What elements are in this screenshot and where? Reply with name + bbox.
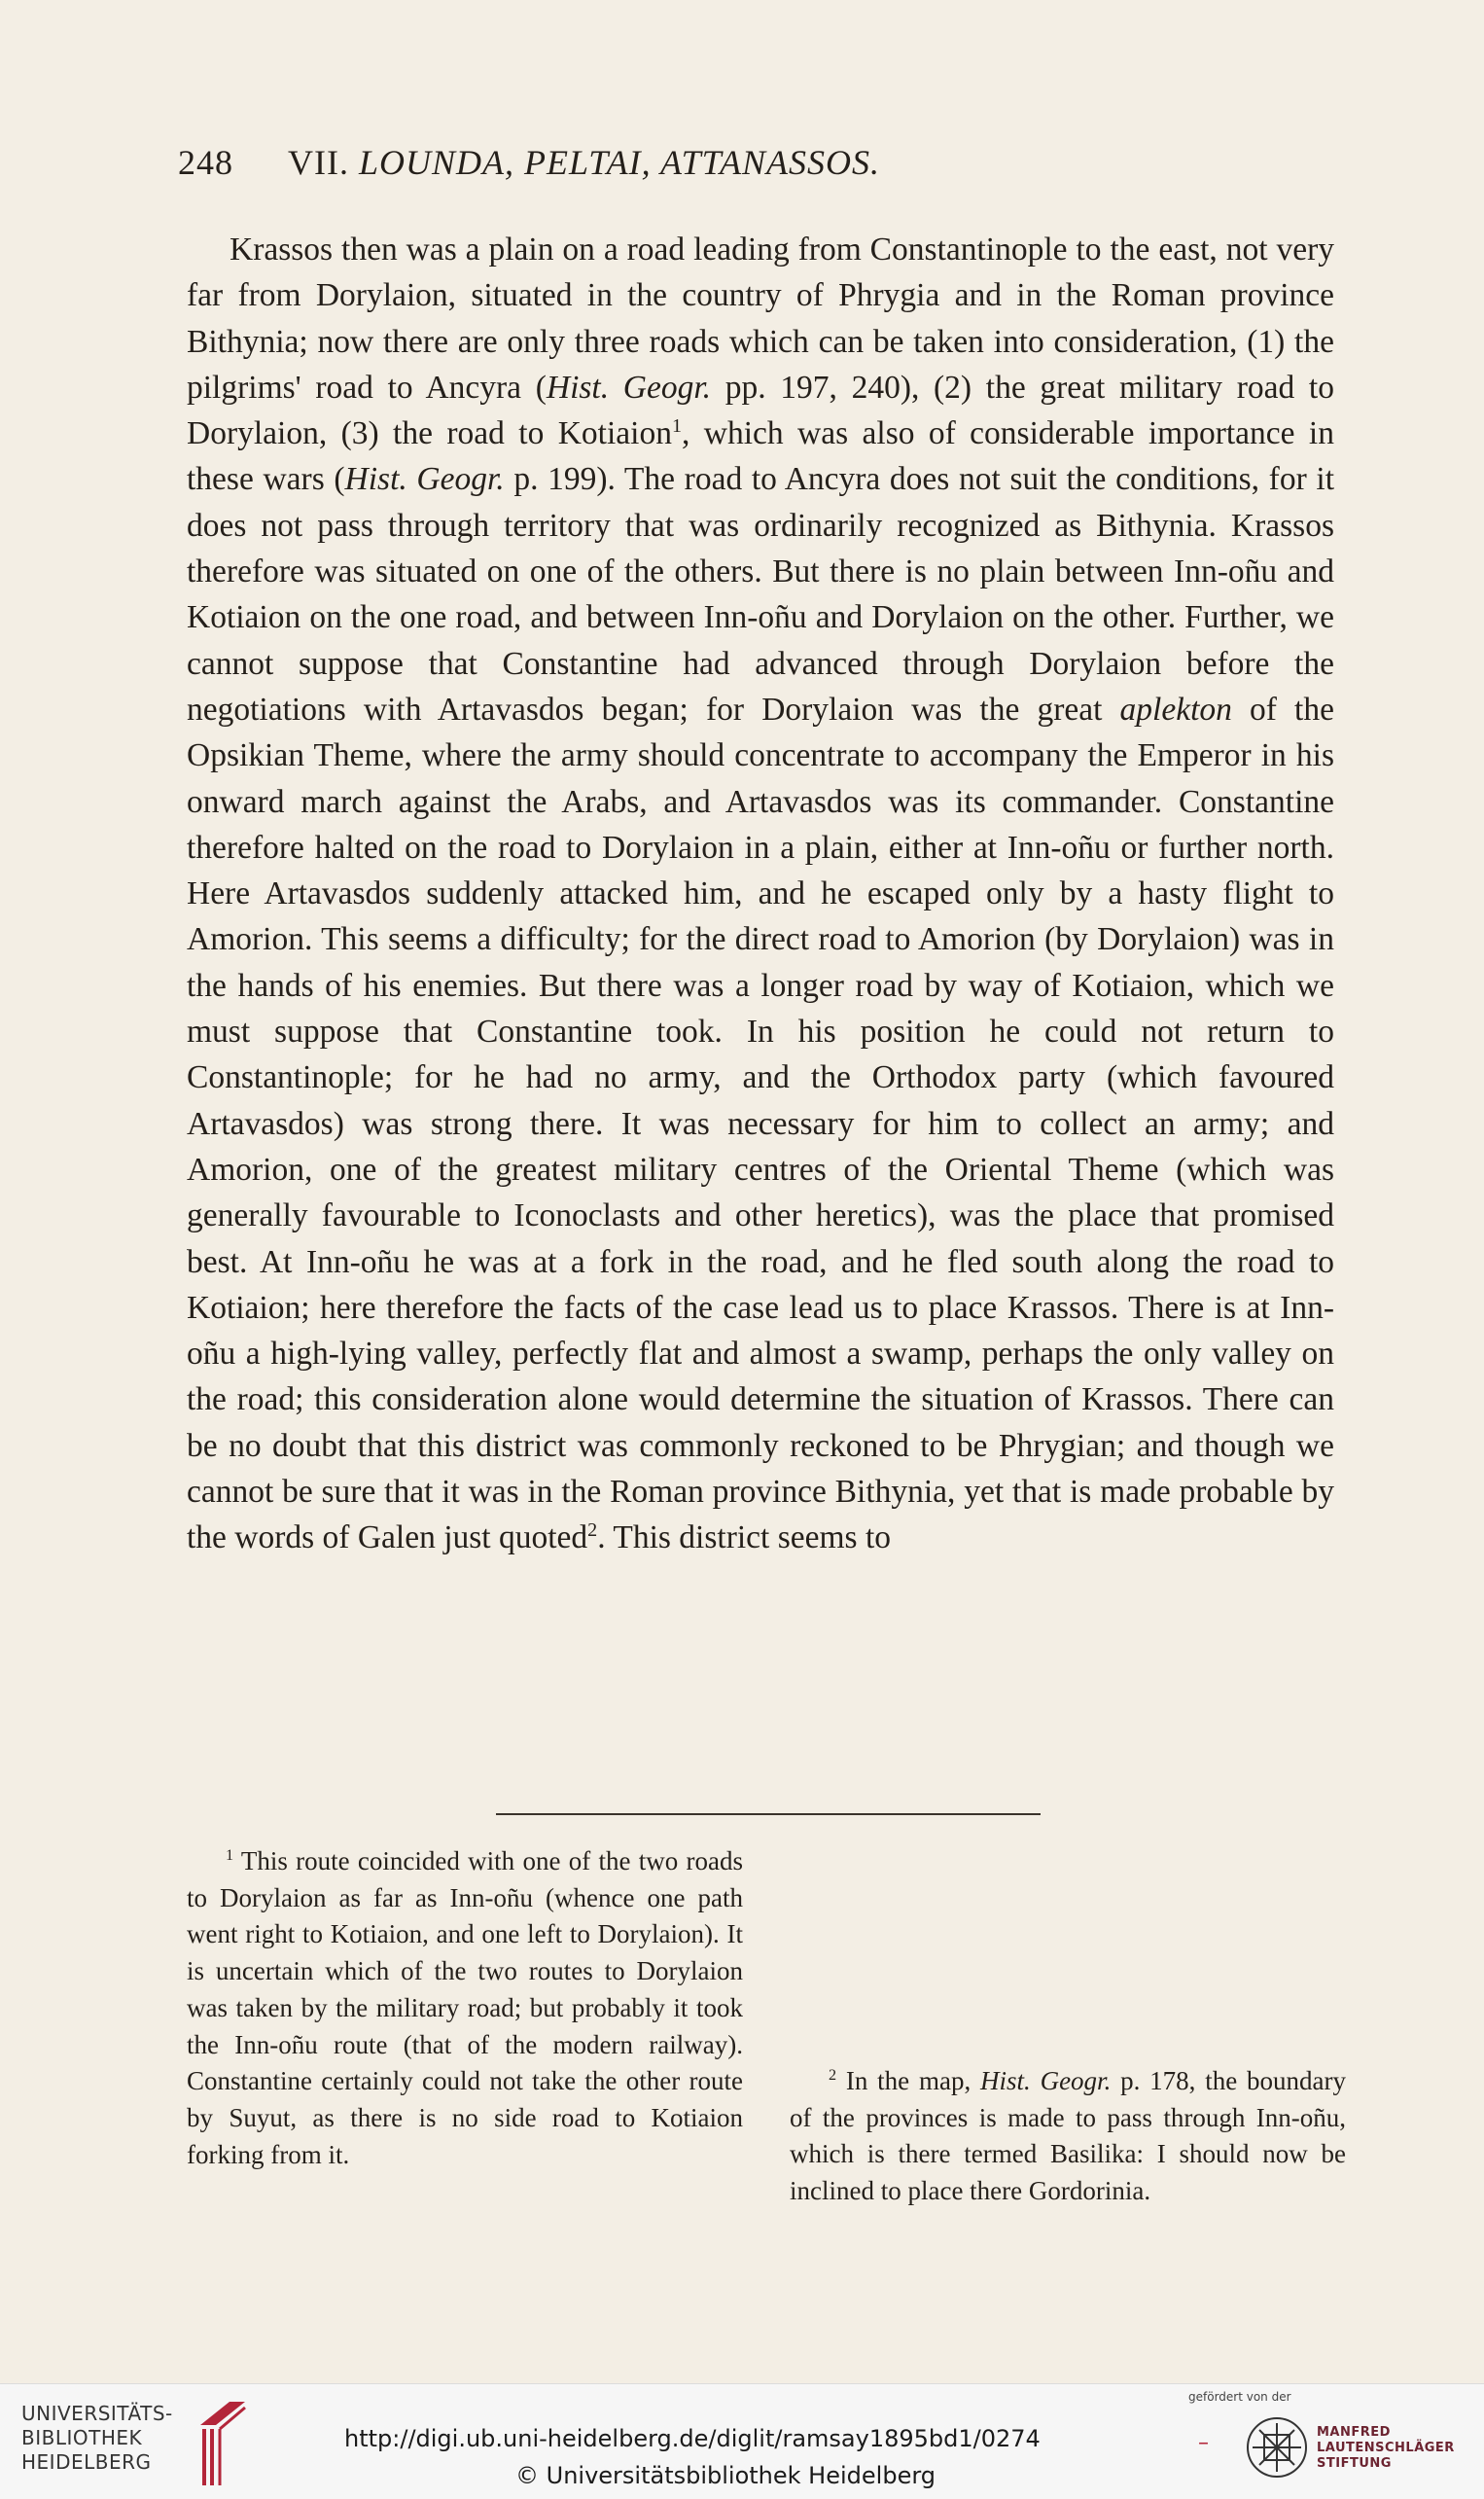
library-name: UNIVERSITÄTS- BIBLIOTHEK HEIDELBERG [21,2402,173,2474]
page-number: 248 [178,143,233,182]
footnote-ref-1: 1 [671,415,683,438]
body-paragraph: Krassos then was a plain on a road leading from Constantinople to the east, not very far from Dorylaion, situated in the country of Phrygia and in the Roman province Bithynia; now there are only three roads which can be taken into consideration, (1) the pilgrims' road to Ancyra (Hist. Geogr. pp. 197, 240), (2) the great military road to Dorylaion, (3) the road to Kotiaion$^1$, which was also of considerable importance in these wars (Hist. Geogr. p. 199). The road to Ancyra does not suit the conditions, for it does not pass through territory that was ordinarily recognized as Bithynia. Krassos therefore was situated on one of the others. But there is no plain between Inn-oñu and Kotiaion on the one road, and between Inn-oñu and Dorylaion on the other. Further, we cannot suppose that Constantine had advanced through Dorylaion before the negotiations with Artavasdos began; for Dorylaion was the great aplekton of the Opsikian Theme, where the army should concentrate to accompany the Emperor in his onward march against the Arabs, and Artavasdos was its commander. Constantine therefore halted on the road to Dorylaion in a plain, either at Inn-oñu or further north. Here Artavasdos suddenly attacked him, and he escaped only by a hasty flight to Amorion. This seems a difficulty; for the direct road to Amorion (by Dorylaion) was in the hands of his enemies. But there was a longer road by way of Kotiaion, which we must suppose that Constantine took. In his position he could not return to Constantinople; for he had no army, and the Orthodox party (which favoured Artavasdos) was strong there. It was necessary for him to collect an army; and Amorion, one of the greatest military centres of the Oriental Theme (which was generally favourable to Iconoclasts and other heretics), was the place that promised best. At Inn-oñu he was at a fork in the road, and he fled south along the road to Kotiaion; here therefore the facts of the case lead us to place Krassos. There is at Inn-oñu a high-lying valley, perfectly flat and almost a swamp, perhaps the only valley on the road; this consideration alone would determine the situation of Krassos. There can be no doubt that this district was commonly reckoned to be Phrygian; and though we cannot be sure that it was in the Roman province Bithynia, yet that is made probable by the words of Galen just quoted$^2$. This district seems to [187,232,1335,1556]
library-logo-icon [194,2396,249,2489]
sponsor-divider: – [1198,2431,1209,2455]
sponsor-label: gefördert von der [1188,2390,1291,2404]
foundation-logo-icon [1243,2413,1311,2481]
running-head [178,142,880,183]
copyright-notice: © Universitätsbibliothek Heidelberg [515,2462,936,2489]
foundation-name: MANFRED LAUTENSCHLÄGER STIFTUNG [1317,2425,1455,2471]
footnote-column-right [790,1843,1346,2210]
footnote-1: $^1$ This route coincided with one of the two roads to Dorylaion as far as Inn-oñu (whence one path went right to Kotiaion, and one left to Dorylaion). It is uncertain which of the two routes to Dorylaion was taken by the military road; but probably it took the Inn-oñu route (that of the modern railway). Constantine certainly could not take the other route by Suyut, as there is no side road to Kotiaion forking from it. [187,1846,743,2169]
permalink-link[interactable]: http://digi.ub.uni-heidelberg.de/diglit/ramsay1895bd1/0274 [344,2425,1041,2452]
footnote-rule [496,1813,1041,1815]
chapter-numeral: VII. [288,143,349,182]
digitization-footer [0,2383,1484,2499]
footnote-ref-2: 2 [587,1519,598,1542]
footnote-2: $^2$ In the map, Hist. Geogr. p. 178, the boundary of the provinces is made to pass through Inn-oñu, which is there termed Basilika: I should now be inclined to place there Gordorinia. [790,2066,1346,2206]
chapter-title: LOUNDA, PELTAI, ATTANASSOS. [358,143,880,182]
